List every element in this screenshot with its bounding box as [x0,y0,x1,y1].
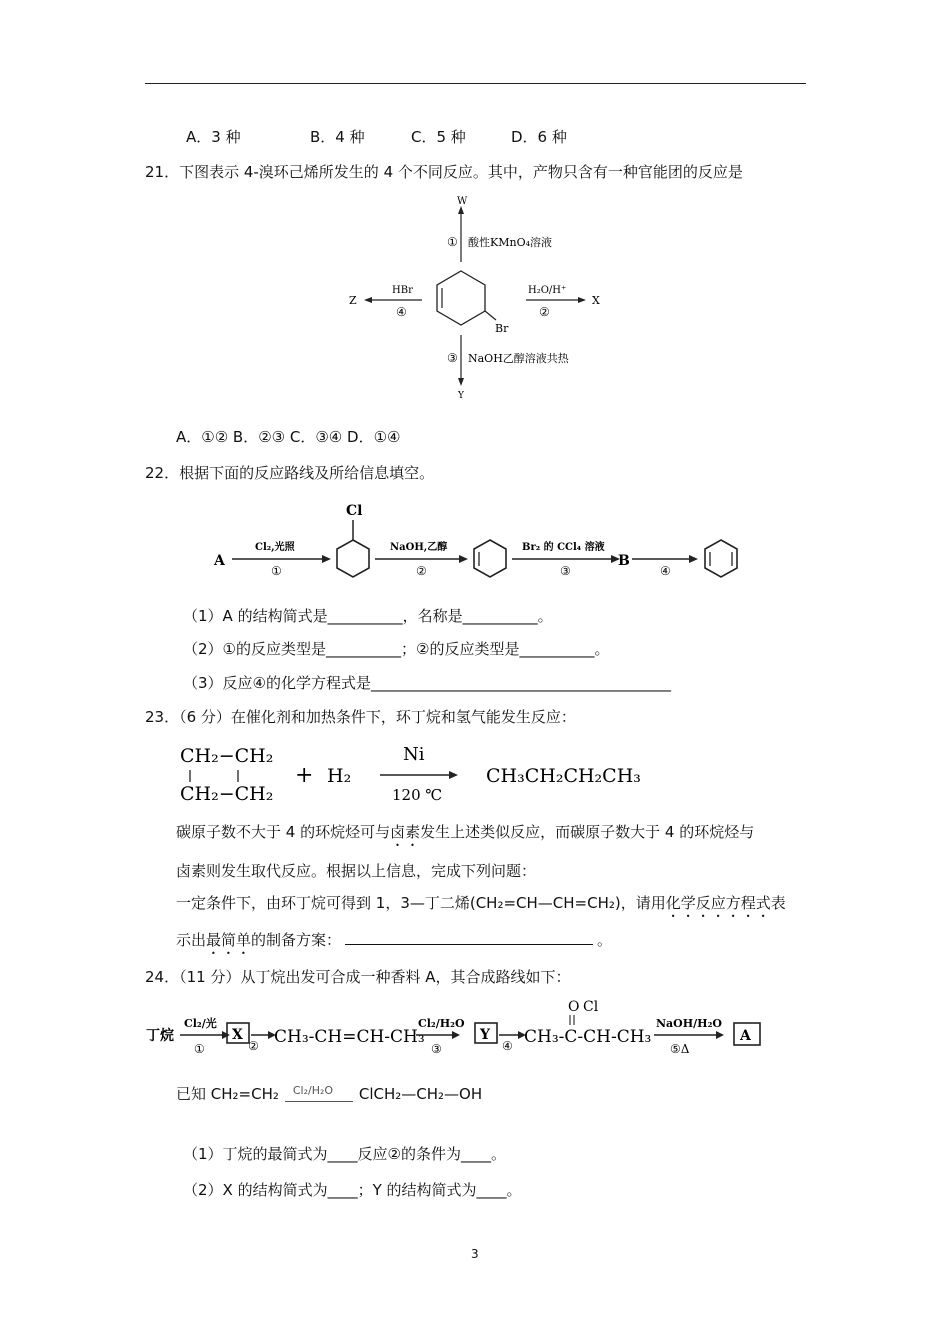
q20-option-b: B．4 种 [310,128,365,146]
reaction-3-number: ③ [447,351,458,365]
q23-equation [170,738,670,810]
q23-text-line-2: 卤素则发生取代反应。根据以上信息，完成下列问题： [176,862,537,880]
reaction-3-reagent: NaOH乙醇溶液共热 [468,352,569,365]
compound-b: B [618,553,630,569]
q23-text-line-4: 示出最简单的制备方案： 。 [176,931,613,949]
q21-options: A．①② B．②③ C．③④ D．①④ [176,428,401,446]
product-w: W [457,196,468,207]
cyclobutane-bottom: CH₂−CH₂ [180,783,274,805]
q21-stem: 21．下图表示 4-溴环己烯所发生的 4 个不同反应。其中，产物只含有一种官能团的反应是 [145,163,743,181]
q24-stem: 24．（11 分）从丁烷出发可合成一种香料 A，其合成路线如下： [145,968,571,986]
q22-part-1: （1）A 的结构简式是__________，名称是__________。 [183,607,553,625]
reaction-2-number: ② [539,305,550,319]
butane-product: CH₃CH₂CH₂CH₃ [486,765,641,787]
carbonyl-oxygen: O [568,999,580,1015]
reaction-4-reagent: HBr [392,285,413,296]
intermediate-y: Y [480,1027,490,1043]
reaction-1-reagent: 酸性KMnO₄溶液 [468,236,552,249]
q22-part-3: （3）反应④的化学方程式是________________________________________ [183,674,671,692]
temperature: 120 ℃ [392,786,443,804]
product-y: Y [458,391,464,401]
reaction-1-number: ① [447,235,458,249]
step-3-number: ③ [560,564,571,578]
chloroketone: CH₃-C-CH-CH₃ [524,1027,652,1047]
compound-a: A [214,553,225,569]
route-step-1-number: ① [194,1042,205,1056]
chloro-substituent: Cl [346,503,363,519]
q20-option-d: D．6 种 [511,128,567,146]
step-3-reagent: Br₂ 的 CCl₄ 溶液 [522,542,605,553]
plus-sign: + [295,763,314,788]
route-step-3-reagent: Cl₂/H₂O [418,1017,465,1030]
q20-option-a: A．3 种 [186,128,241,146]
q24-part-1: （1）丁烷的最简式为____反应②的条件为____。 [183,1145,506,1163]
header-rule [145,83,806,84]
step-2-number: ② [416,564,427,578]
q21-reaction-diagram [340,190,620,405]
q24-part-2: （2）X 的结构简式为____；Y 的结构简式为____。 [183,1181,522,1199]
q22-stem: 22．根据下面的反应路线及所给信息填空。 [145,464,435,482]
q23-stem: 23．（6 分）在催化剂和加热条件下，环丁烷和氢气能发生反应： [145,708,576,726]
q20-option-c: C．5 种 [411,128,466,146]
q23-text-line-3: 一定条件下，由环丁烷可得到 1，3—丁二烯(CH₂=CH—CH=CH₂)，请用化学反应方程式表 [176,894,786,912]
chloro-group: Cl [583,999,599,1015]
hydrogen: H₂ [327,765,352,787]
route-step-4-number: ④ [502,1039,513,1053]
step-4-number: ④ [660,564,671,578]
cyclobutane-top: CH₂−CH₂ [180,745,274,767]
butane-start: 丁烷 [146,1028,174,1044]
route-step-3-number: ③ [431,1042,442,1056]
route-step-2-number: ② [248,1039,259,1053]
reaction-2-reagent: H₂O/H⁺ [528,285,567,296]
q24-synthesis-route [140,995,780,1065]
product-x: X [592,294,600,307]
product-z: Z [349,294,357,307]
step-1-number: ① [271,564,282,578]
but-2-ene: CH₃-CH=CH-CH₃ [274,1027,425,1047]
reaction-4-number: ④ [396,305,407,319]
step-2-reagent: NaOH,乙醇 [390,542,448,553]
q23-text-line-1: 碳原子数不大于 4 的环烷烃可与卤素发生上述类似反应，而碳原子数大于 4 的环烷烃与 [176,823,755,841]
bromine-label: Br [495,322,509,335]
fragrance-a: A [740,1028,751,1044]
intermediate-x: X [232,1027,243,1043]
route-step-5-reagent: NaOH/H₂O [656,1017,722,1030]
page-number: 3 [471,1247,479,1261]
q22-part-2: （2）①的反应类型是__________；②的反应类型是__________。 [183,640,610,658]
route-step-1-reagent: Cl₂/光 [184,1017,217,1030]
route-step-5-number: ⑤Δ [670,1042,690,1056]
q22-reaction-scheme [200,495,760,585]
step-1-reagent: Cl₂,光照 [255,542,295,553]
q24-known-reaction: 已知 CH₂=CH₂ Cl₂/H₂O ClCH₂—CH₂—OH [176,1084,483,1103]
catalyst-ni: Ni [403,744,425,765]
